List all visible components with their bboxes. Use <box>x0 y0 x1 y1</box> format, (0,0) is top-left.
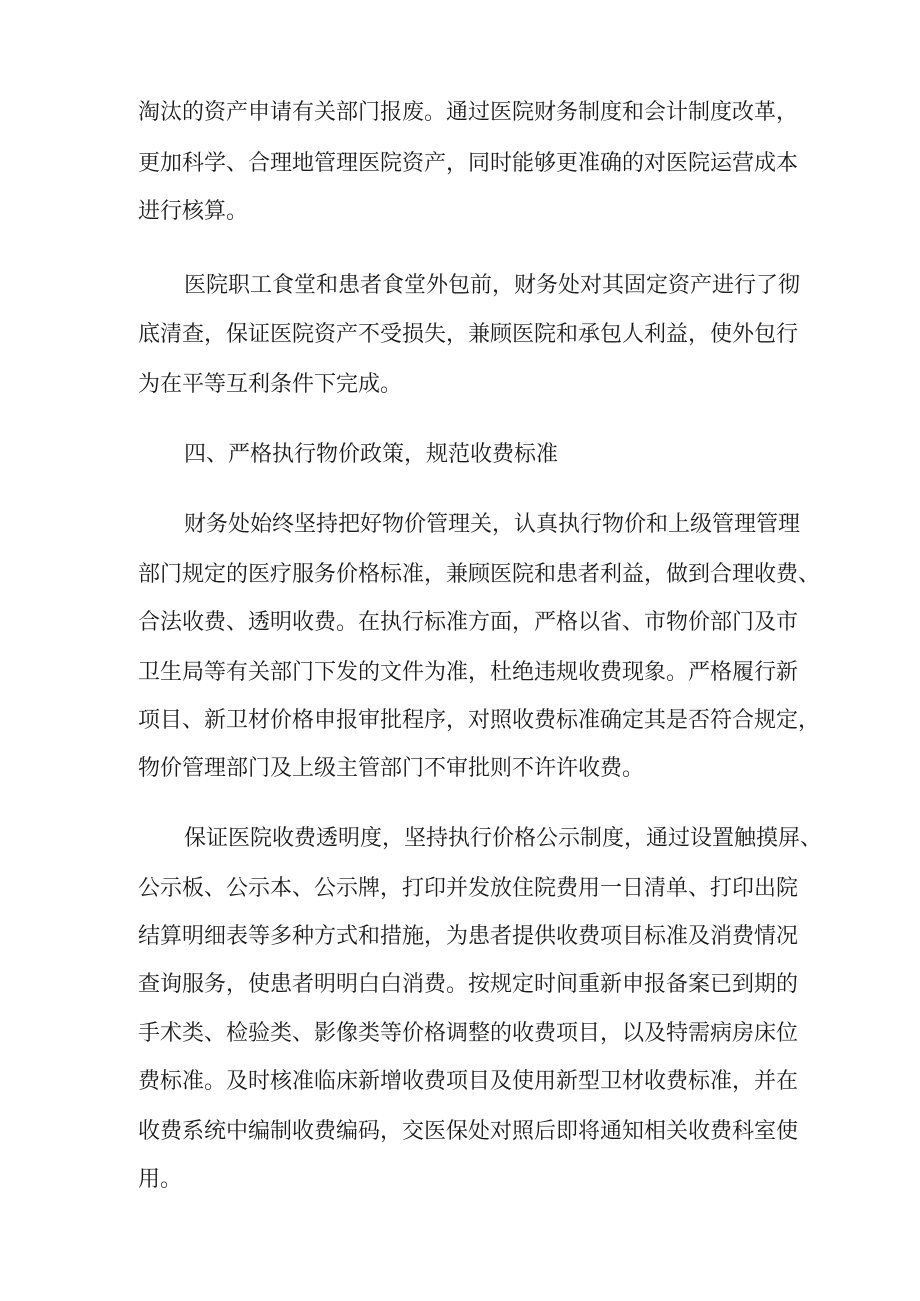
paragraph-1-line-3: 进行核算。 <box>138 199 249 224</box>
paragraph-3-line-1: 财务处始终坚持把好物价管理关，认真执行物价和上级管理管理 <box>184 512 801 537</box>
section-heading: 四、严格执行物价政策，规范收费标准 <box>184 442 559 467</box>
paragraph-2-line-1: 医院职工食堂和患者食堂外包前，财务处对其固定资产进行了彻 <box>184 273 801 298</box>
paragraph-3-line-6: 物价管理部门及上级主管部门不审批则不许许收费。 <box>138 756 645 781</box>
paragraph-4-line-3: 结算明细表等多种方式和措施，为患者提供收费项目标准及消费情况 <box>138 924 799 949</box>
paragraph-2-line-2: 底清查，保证医院资产不受损失，兼顾医院和承包人利益，使外包行 <box>138 322 799 347</box>
paragraph-2-line-3: 为在平等互利条件下完成。 <box>138 372 403 397</box>
paragraph-4-line-5: 手术类、检验类、影像类等价格调整的收费项目，以及特需病房床位 <box>138 1021 799 1046</box>
paragraph-3-line-4: 卫生局等有关部门下发的文件为准，杜绝违规收费现象。严格履行新 <box>138 660 799 685</box>
paragraph-4-line-1: 保证医院收费透明度，坚持执行价格公示制度，通过设置触摸屏、 <box>184 826 823 851</box>
paragraph-3-line-5: 项目、新卫材价格申报审批程序，对照收费标准确定其是否符合规定， <box>138 708 821 733</box>
paragraph-4-line-8: 用。 <box>138 1167 183 1192</box>
paragraph-3-line-3: 合法收费、透明收费。在执行标准方面，严格以省、市物价部门及市 <box>138 610 799 635</box>
paragraph-1-line-1: 淘汰的资产申请有关部门报废。通过医院财务制度和会计制度改革， <box>138 100 799 125</box>
paragraph-4-line-6: 费标准。及时核准临床新增收费项目及使用新型卫材收费标准，并在 <box>138 1069 799 1094</box>
paragraph-4-line-4: 查询服务，使患者明明白白消费。按规定时间重新申报备案已到期的 <box>138 972 799 997</box>
paragraph-3-line-2: 部门规定的医疗服务价格标准，兼顾医院和患者利益，做到合理收费、 <box>138 562 821 587</box>
paragraph-1-line-2: 更加科学、合理地管理医院资产，同时能够更准确的对医院运营成本 <box>138 151 799 176</box>
paragraph-4-line-7: 收费系统中编制收费编码，交医保处对照后即将通知相关收费科室使 <box>138 1119 799 1144</box>
paragraph-4-line-2: 公示板、公示本、公示牌，打印并发放住院费用一日清单、打印出院 <box>138 876 799 901</box>
